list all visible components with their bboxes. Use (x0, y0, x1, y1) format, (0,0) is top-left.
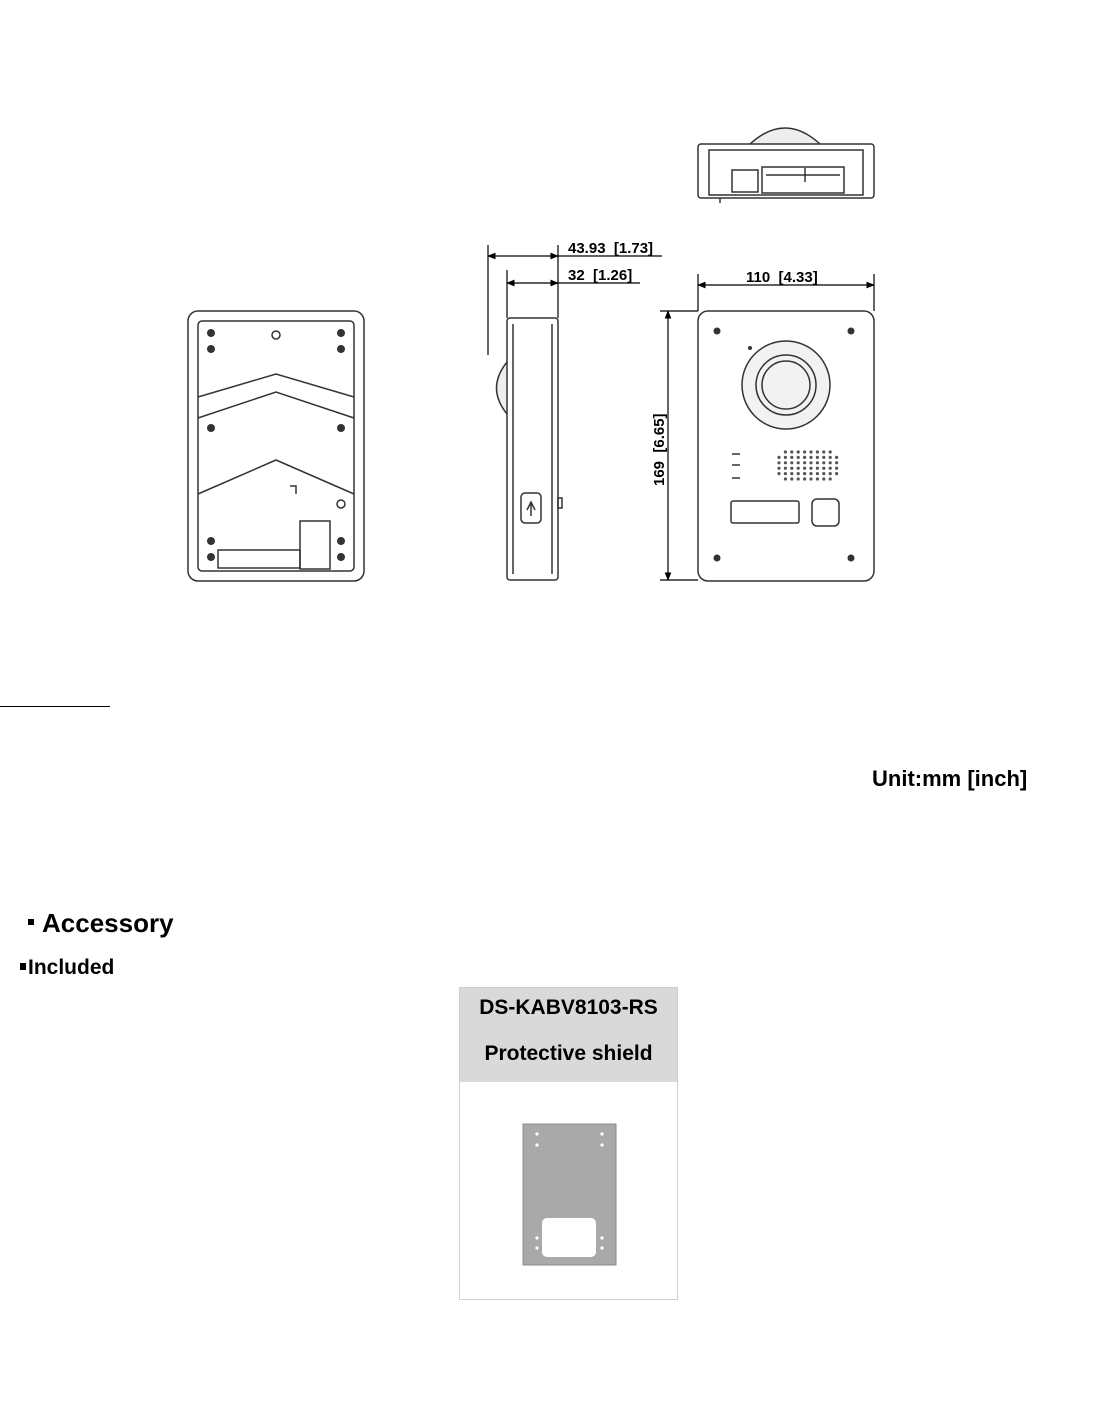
speaker-hole (829, 472, 832, 475)
dimension-drawing (0, 0, 1100, 700)
speaker-hole (829, 456, 832, 459)
bullet-icon (20, 963, 26, 970)
speaker-hole (809, 467, 812, 470)
speaker-hole (809, 450, 812, 453)
speaker-hole (803, 461, 806, 464)
speaker-hole (816, 450, 819, 453)
speaker-hole (790, 461, 793, 464)
speaker-hole (803, 477, 806, 480)
side-view (497, 318, 563, 580)
speaker-hole (809, 472, 812, 475)
speaker-hole (816, 461, 819, 464)
speaker-hole (784, 456, 787, 459)
speaker-hole (829, 461, 832, 464)
accessory-model: DS-KABV8103-RS (479, 996, 658, 1019)
speaker-hole (829, 450, 832, 453)
speaker-hole (822, 450, 825, 453)
speaker-hole (790, 472, 793, 475)
speaker-hole (790, 456, 793, 459)
speaker-hole (777, 461, 780, 464)
dim-depth-total: 43.93 [1.73] (568, 240, 654, 257)
speaker-hole (816, 467, 819, 470)
speaker-hole (803, 467, 806, 470)
speaker-hole (822, 456, 825, 459)
subsection-title: Included (28, 956, 115, 979)
speaker-hole (784, 450, 787, 453)
speaker-hole (784, 461, 787, 464)
divider-line (0, 706, 110, 707)
back-view (188, 311, 364, 581)
dim-height: 169 [6.65] (651, 413, 668, 486)
subsection-heading (20, 956, 114, 980)
unit-note: Unit:mm [inch] (872, 766, 1028, 791)
speaker-hole (797, 467, 800, 470)
speaker-hole (777, 467, 780, 470)
accessory-name: Protective shield (484, 1042, 653, 1065)
speaker-hole (797, 461, 800, 464)
speaker-hole (829, 477, 832, 480)
speaker-hole (809, 456, 812, 459)
speaker-hole (784, 477, 787, 480)
speaker-hole (803, 450, 806, 453)
bullet-icon (28, 919, 34, 925)
speaker-hole (777, 456, 780, 459)
section-heading (28, 908, 174, 939)
section-title: Accessory (42, 908, 174, 938)
speaker-hole (797, 450, 800, 453)
speaker-hole (797, 477, 800, 480)
speaker-hole (822, 477, 825, 480)
speaker-hole (797, 472, 800, 475)
speaker-hole (822, 461, 825, 464)
speaker-hole (809, 477, 812, 480)
accessory-card (459, 987, 678, 1300)
speaker-hole (797, 456, 800, 459)
speaker-hole (835, 461, 838, 464)
speaker-hole (822, 472, 825, 475)
speaker-hole (809, 461, 812, 464)
speaker-hole (816, 472, 819, 475)
speaker-hole (829, 467, 832, 470)
speaker-hole (790, 477, 793, 480)
speaker-hole (835, 467, 838, 470)
speaker-hole (816, 456, 819, 459)
dim-width: 110 [4.33] (746, 269, 818, 286)
accessory-header (460, 988, 677, 1082)
speaker-hole (790, 467, 793, 470)
speaker-hole (803, 472, 806, 475)
top-view (698, 128, 874, 203)
speaker-hole (835, 472, 838, 475)
speaker-hole (822, 467, 825, 470)
speaker-grille (777, 450, 838, 480)
protective-shield-image (460, 1082, 677, 1299)
front-view (698, 311, 874, 581)
speaker-hole (777, 472, 780, 475)
speaker-hole (835, 456, 838, 459)
speaker-hole (784, 472, 787, 475)
speaker-hole (816, 477, 819, 480)
dim-depth-body: 32 [1.26] (568, 267, 633, 284)
speaker-hole (790, 450, 793, 453)
speaker-hole (784, 467, 787, 470)
speaker-hole (803, 456, 806, 459)
